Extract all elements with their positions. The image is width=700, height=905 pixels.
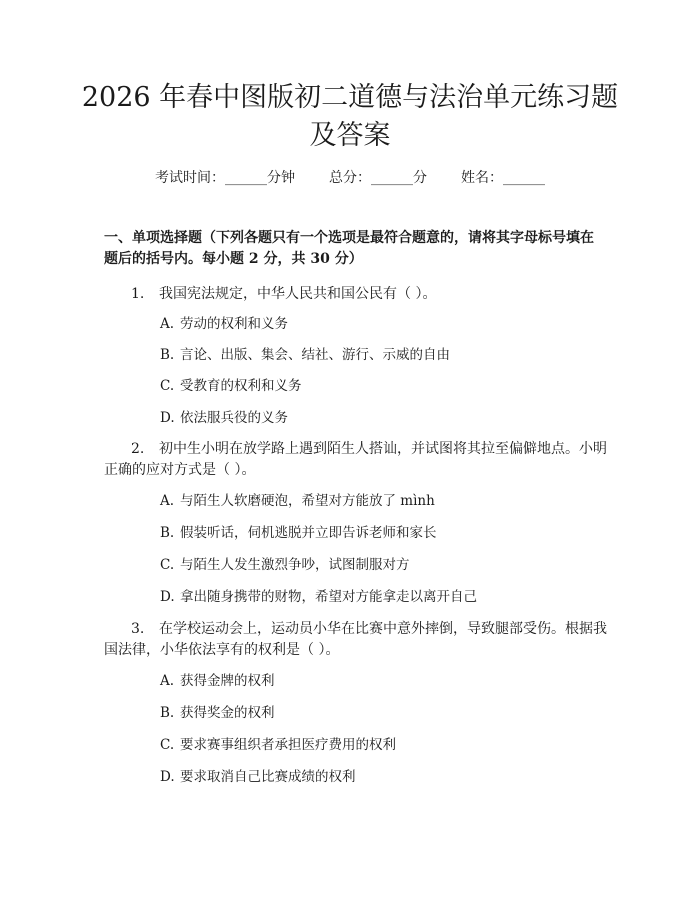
page-title-line2: 及答案	[309, 120, 391, 151]
option-text: 要求赛事组织者承担医疗费用的权利	[180, 737, 396, 753]
question-2-option-c	[160, 555, 410, 575]
question-number: 3.	[131, 621, 145, 637]
question-1-option-d	[160, 408, 288, 428]
option-letter: B.	[160, 525, 175, 541]
score-blank: ______	[371, 170, 413, 186]
option-letter: D.	[160, 589, 175, 605]
question-1-option-c	[160, 376, 302, 396]
score-label: 总分：	[329, 170, 371, 186]
option-text: 假装听话，伺机逃脱并立即告诉老师和家长	[180, 525, 437, 541]
option-letter: C.	[160, 378, 175, 394]
question-number: 2.	[131, 441, 145, 457]
page-title-line1: 2026 年春中图版初二道德与法治单元练习题	[81, 82, 619, 113]
option-text: 受教育的权利和义务	[180, 378, 302, 394]
question-text-continued: 正确的应对方式是（ ）。	[104, 462, 256, 478]
option-letter: B.	[160, 705, 175, 721]
question-2-stem-line1	[131, 438, 607, 460]
option-text: 拿出随身携带的财物，希望对方能拿走以离开自己	[180, 589, 477, 605]
exam-info-row	[0, 168, 700, 188]
name-label: 姓名：	[461, 170, 503, 186]
option-text: 与陌生人软磨硬泡，希望对方能放了 mình	[180, 493, 435, 509]
option-text: 依法服兵役的义务	[180, 410, 288, 426]
question-3-stem-line1	[131, 618, 607, 640]
name-blank: ______	[503, 170, 545, 186]
option-letter: A.	[160, 673, 175, 689]
score-unit: 分	[413, 170, 427, 186]
question-3-stem-line2	[104, 639, 339, 661]
option-text: 获得金牌的权利	[180, 673, 275, 689]
option-text: 要求取消自己比赛成绩的权利	[180, 769, 356, 785]
section-heading-line2: 题后的括号内。每小题 2 分，共 30 分）	[104, 251, 363, 267]
option-text: 劳动的权利和义务	[180, 316, 288, 332]
option-letter: A.	[160, 493, 175, 509]
question-2-stem-line2	[104, 459, 255, 481]
option-text: 言论、出版、集会、结社、游行、示威的自由	[180, 347, 450, 363]
question-2-option-d	[160, 587, 477, 607]
question-3-option-d	[160, 767, 356, 787]
option-letter: B.	[160, 347, 175, 363]
option-letter: C.	[160, 737, 175, 753]
time-label: 考试时间：	[155, 170, 225, 186]
question-1-option-b	[160, 345, 450, 365]
question-text-continued: 国法律，小华依法享有的权利是（ ）。	[104, 642, 340, 658]
question-2-option-a	[160, 491, 435, 511]
option-text: 获得奖金的权利	[180, 705, 275, 721]
question-text: 我国宪法规定，中华人民共和国公民有（ ）。	[159, 286, 437, 302]
option-letter: D.	[160, 410, 175, 426]
option-letter: D.	[160, 769, 175, 785]
question-3-option-b	[160, 703, 275, 723]
question-1-stem	[131, 283, 436, 305]
question-text: 初中生小明在放学路上遇到陌生人搭讪，并试图将其拉至偏僻地点。小明	[159, 441, 607, 457]
question-3-option-c	[160, 735, 396, 755]
time-blank: ______	[225, 170, 267, 186]
time-unit: 分钟	[267, 170, 295, 186]
option-letter: C.	[160, 557, 175, 573]
question-number: 1.	[131, 286, 145, 302]
section-heading-line1: 一、单项选择题（下列各题只有一个选项是最符合题意的，请将其字母标号填在	[104, 230, 594, 246]
question-2-option-b	[160, 523, 437, 543]
option-text: 与陌生人发生激烈争吵，试图制服对方	[180, 557, 410, 573]
option-letter: A.	[160, 316, 175, 332]
question-3-option-a	[160, 671, 275, 691]
question-text: 在学校运动会上，运动员小华在比赛中意外摔倒，导致腿部受伤。根据我	[159, 621, 607, 637]
question-1-option-a	[160, 314, 288, 334]
